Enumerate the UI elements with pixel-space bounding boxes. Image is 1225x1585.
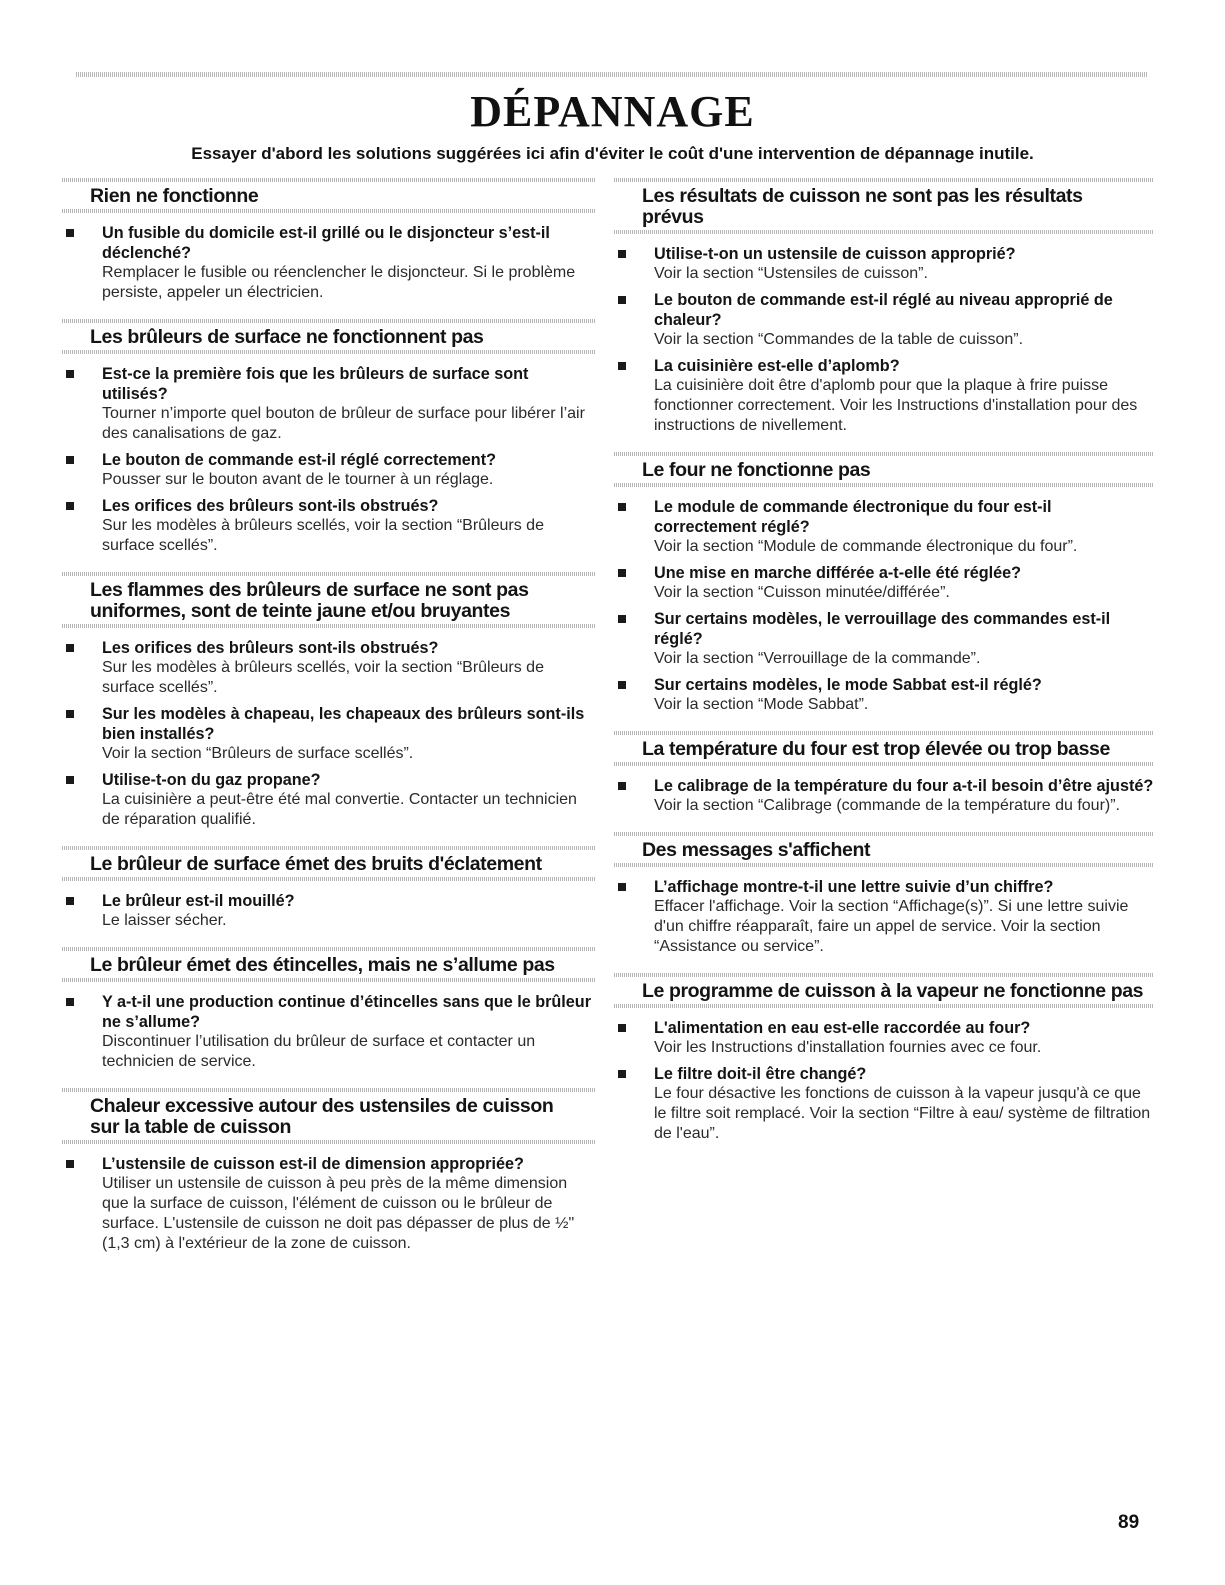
section-divider	[614, 863, 1154, 867]
square-bullet-icon	[618, 615, 626, 623]
square-bullet-icon	[618, 782, 626, 790]
troubleshooting-section	[614, 452, 1154, 715]
question-text: Un fusible du domicile est-il grillé ou le disjoncteur s’est-il déclenché?	[102, 224, 550, 262]
list-item	[614, 356, 1154, 436]
list-item	[62, 223, 596, 303]
square-bullet-icon	[618, 1024, 626, 1032]
list-item	[614, 776, 1154, 816]
section-heading: Le brûleur de surface émet des bruits d'éclatement	[90, 853, 542, 875]
answer-text: La cuisinière a peut-être été mal convertie. Contacter un technicien de réparation qualifié.	[102, 791, 577, 828]
question-text: L’ustensile de cuisson est-il de dimension appropriée?	[102, 1155, 524, 1173]
section-divider	[614, 1004, 1154, 1008]
left-column	[62, 178, 596, 1260]
list-item	[614, 497, 1154, 557]
list-item	[62, 704, 596, 764]
question-list	[62, 223, 596, 303]
question-text: Le brûleur est-il mouillé?	[102, 892, 295, 910]
list-item	[62, 1154, 596, 1254]
list-item	[62, 364, 596, 444]
troubleshooting-section	[62, 846, 596, 931]
square-bullet-icon	[66, 644, 74, 652]
square-bullet-icon	[618, 250, 626, 258]
section-divider	[62, 209, 596, 213]
troubleshooting-section	[62, 178, 596, 303]
question-list	[614, 877, 1154, 957]
question-list	[62, 1154, 596, 1254]
answer-text: Voir les Instructions d'installation fournies avec ce four.	[654, 1039, 1042, 1056]
answer-text: Sur les modèles à brûleurs scellés, voir la section “Brûleurs de surface scellés”.	[102, 659, 544, 696]
page-title: DÉPANNAGE	[470, 87, 755, 136]
list-item	[614, 675, 1154, 715]
section-heading: Le programme de cuisson à la vapeur ne fonctionne pas	[642, 980, 1144, 1002]
question-list	[62, 992, 596, 1072]
question-text: Le calibrage de la température du four a-t-il besoin d’être ajusté?	[654, 777, 1154, 795]
list-item	[62, 450, 596, 490]
question-list	[614, 497, 1154, 715]
answer-text: Voir la section “Brûleurs de surface scellés”.	[102, 745, 414, 762]
question-list	[62, 638, 596, 830]
answer-text: Voir la section “Commandes de la table de cuisson”.	[654, 331, 1024, 348]
section-divider	[62, 350, 596, 354]
square-bullet-icon	[618, 296, 626, 304]
right-column	[614, 178, 1154, 1150]
section-heading: Les flammes des brûleurs de surface ne sont pas uniformes, sont de teinte jaune et/ou bruyantes	[90, 579, 529, 622]
answer-text: Voir la section “Ustensiles de cuisson”.	[654, 265, 928, 282]
question-text: Sur certains modèles, le mode Sabbat est-il réglé?	[654, 676, 1042, 694]
answer-text: Tourner n’importe quel bouton de brûleur de surface pour libérer l’air des canalisations de gaz.	[102, 405, 585, 442]
section-heading: Le four ne fonctionne pas	[642, 459, 871, 481]
answer-text: Pousser sur le bouton avant de le tourner à un réglage.	[102, 471, 494, 488]
question-text: Utilise-t-on du gaz propane?	[102, 771, 321, 789]
answer-text: Voir la section “Mode Sabbat”.	[654, 696, 869, 713]
question-list	[62, 891, 596, 931]
square-bullet-icon	[66, 229, 74, 237]
list-item	[62, 496, 596, 556]
answer-text: La cuisinière doit être d'aplomb pour que la plaque à frire puisse fonctionner correctement. Voir les Instructions d'installation pour des instructions de nivellement.	[654, 377, 1138, 434]
list-item	[62, 992, 596, 1072]
answer-text: Voir la section “Module de commande électronique du four”.	[654, 538, 1078, 555]
square-bullet-icon	[66, 456, 74, 464]
answer-text: Effacer l'affichage. Voir la section “Affichage(s)”. Si une lettre suivie d'un chiffre réapparaît, faire un appel de service. Voir la section “Assistance ou service”.	[654, 898, 1129, 955]
square-bullet-icon	[66, 1160, 74, 1168]
list-item	[62, 891, 596, 931]
page-subtitle: Essayer d'abord les solutions suggérées ici afin d'éviter le coût d'une intervention de dépannage inutile.	[191, 144, 1034, 163]
list-item	[614, 244, 1154, 284]
question-text: Le filtre doit-il être changé?	[654, 1065, 867, 1083]
question-text: Une mise en marche différée a-t-elle été réglée?	[654, 564, 1022, 582]
troubleshooting-section	[62, 572, 596, 830]
answer-text: Voir la section “Calibrage (commande de la température du four)”.	[654, 797, 1120, 814]
question-list	[62, 364, 596, 556]
troubleshooting-section	[614, 973, 1154, 1144]
square-bullet-icon	[618, 569, 626, 577]
square-bullet-icon	[618, 503, 626, 511]
square-bullet-icon	[66, 897, 74, 905]
square-bullet-icon	[66, 502, 74, 510]
answer-text: Sur les modèles à brûleurs scellés, voir la section “Brûleurs de surface scellés”.	[102, 517, 544, 554]
answer-text: Utiliser un ustensile de cuisson à peu près de la même dimension que la surface de cuisson, l'élément de cuisson ou le brûleur de surface. L'ustensile de cuisson ne doit pas dépasser de plus de ½" (1,3 cm) à l'extérieur de la zone de cuisson.	[102, 1175, 575, 1252]
list-item	[614, 877, 1154, 957]
question-list	[614, 776, 1154, 816]
page-number: 89	[1118, 1512, 1140, 1533]
square-bullet-icon	[66, 710, 74, 718]
square-bullet-icon	[618, 681, 626, 689]
troubleshooting-section	[614, 178, 1154, 436]
list-item	[62, 638, 596, 698]
square-bullet-icon	[618, 883, 626, 891]
top-divider	[76, 72, 1148, 77]
question-text: Sur les modèles à chapeau, les chapeaux des brûleurs sont-ils bien installés?	[102, 705, 585, 743]
question-text: Le bouton de commande est-il réglé au niveau approprié de chaleur?	[654, 291, 1113, 329]
section-divider	[614, 762, 1154, 766]
question-text: Le module de commande électronique du four est-il correctement réglé?	[654, 498, 1052, 536]
section-divider	[62, 624, 596, 628]
section-heading: Des messages s'affichent	[642, 839, 871, 861]
section-heading: Le brûleur émet des étincelles, mais ne s’allume pas	[90, 954, 555, 976]
section-heading: Les brûleurs de surface ne fonctionnent pas	[90, 326, 484, 348]
question-text: Le bouton de commande est-il réglé correctement?	[102, 451, 496, 469]
section-divider	[614, 230, 1154, 234]
square-bullet-icon	[618, 362, 626, 370]
answer-text: Voir la section “Verrouillage de la commande”.	[654, 650, 981, 667]
square-bullet-icon	[66, 370, 74, 378]
troubleshooting-section	[62, 947, 596, 1072]
list-item	[62, 770, 596, 830]
section-divider	[62, 1140, 596, 1144]
question-list	[614, 244, 1154, 436]
question-text: Est-ce la première fois que les brûleurs de surface sont utilisés?	[102, 365, 529, 403]
answer-text: Le laisser sécher.	[102, 912, 227, 929]
troubleshooting-section	[614, 731, 1154, 816]
answer-text: Voir la section “Cuisson minutée/différée”.	[654, 584, 950, 601]
list-item	[614, 563, 1154, 603]
question-text: L'alimentation en eau est-elle raccordée au four?	[654, 1019, 1031, 1037]
section-divider	[62, 877, 596, 881]
list-item	[614, 1064, 1154, 1144]
question-text: Les orifices des brûleurs sont-ils obstrués?	[102, 497, 439, 515]
list-item	[614, 1018, 1154, 1058]
troubleshooting-section	[62, 319, 596, 556]
square-bullet-icon	[66, 776, 74, 784]
list-item	[614, 290, 1154, 350]
answer-text: Discontinuer l’utilisation du brûleur de surface et contacter un technicien de service.	[102, 1033, 536, 1070]
section-heading: Les résultats de cuisson ne sont pas les résultats prévus	[642, 185, 1083, 228]
section-heading: La température du four est trop élevée ou trop basse	[642, 738, 1110, 760]
answer-text: Le four désactive les fonctions de cuisson à la vapeur jusqu'à ce que le filtre soit remplacé. Voir la section “Filtre à eau/ système de filtration de l'eau”.	[654, 1085, 1151, 1142]
section-divider	[614, 483, 1154, 487]
answer-text: Remplacer le fusible ou réenclencher le disjoncteur. Si le problème persiste, appeler un électricien.	[102, 264, 576, 301]
troubleshooting-section	[62, 1088, 596, 1254]
question-text: Sur certains modèles, le verrouillage des commandes est-il réglé?	[654, 610, 1111, 648]
square-bullet-icon	[66, 998, 74, 1006]
question-text: Utilise-t-on un ustensile de cuisson approprié?	[654, 245, 1016, 263]
section-heading: Chaleur excessive autour des ustensiles de cuisson sur la table de cuisson	[90, 1095, 554, 1138]
question-text: L’affichage montre-t-il une lettre suivie d’un chiffre?	[654, 878, 1054, 896]
troubleshooting-section	[614, 832, 1154, 957]
question-text: Y a-t-il une production continue d’étincelles sans que le brûleur ne s’allume?	[102, 993, 591, 1031]
question-list	[614, 1018, 1154, 1144]
list-item	[614, 609, 1154, 669]
question-text: La cuisinière est-elle d’aplomb?	[654, 357, 900, 375]
section-heading: Rien ne fonctionne	[90, 185, 259, 207]
section-divider	[62, 978, 596, 982]
question-text: Les orifices des brûleurs sont-ils obstrués?	[102, 639, 439, 657]
square-bullet-icon	[618, 1070, 626, 1078]
